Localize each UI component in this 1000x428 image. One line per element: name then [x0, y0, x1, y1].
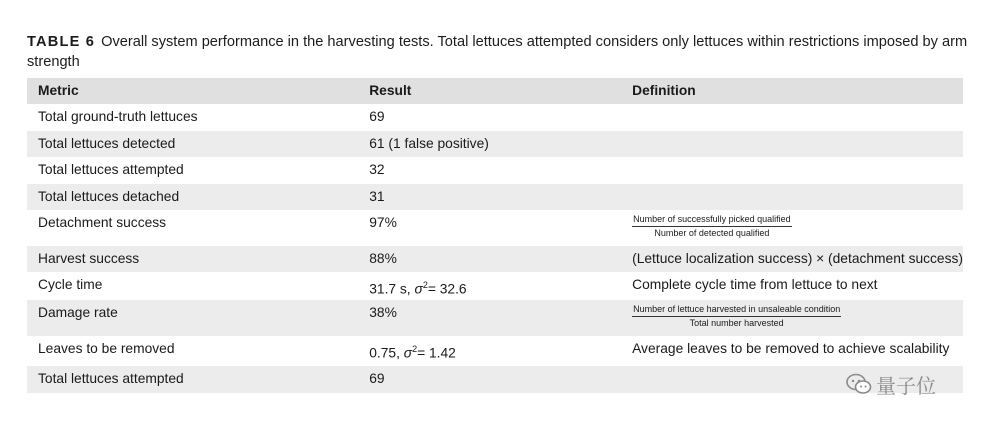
table-caption: [27, 32, 977, 72]
table-row: [27, 104, 963, 131]
table-row: [27, 246, 963, 272]
metric-cell: Total ground-truth lettuces: [38, 109, 198, 124]
metric-cell: Detachment success: [38, 215, 167, 230]
table-row: [27, 210, 963, 246]
definition-cell: (Lettuce localization success) × (detachment success): [621, 246, 963, 272]
sigma-symbol: σ: [403, 345, 413, 361]
fraction-denominator: Number of detected qualified: [654, 228, 770, 238]
table-row: [27, 366, 963, 393]
metric-cell: Total lettuces attempted: [27, 366, 358, 393]
wechat-icon: [846, 373, 872, 395]
result-cell: 69: [369, 109, 385, 124]
definition-fraction: [632, 304, 841, 329]
caption-text: Overall system performance in the harvesting tests. Total lettuces attempted considers only lettuces within restrictions imposed by arm strength: [27, 34, 968, 70]
sigma-symbol: σ: [414, 281, 423, 297]
definition-fraction: [632, 214, 792, 239]
header-result: Result: [358, 78, 621, 104]
table-row: [27, 184, 963, 210]
table-row: [27, 336, 963, 366]
result-cell: [358, 336, 621, 366]
metric-cell: Total lettuces detached: [27, 184, 358, 210]
result-value: 31.7 s,: [369, 281, 415, 297]
watermark-text: 量子位: [876, 373, 936, 398]
result-cell: 32: [369, 162, 385, 177]
result-cell: 69: [358, 366, 621, 393]
definition-cell: [621, 131, 963, 157]
fraction-numerator: Number of successfully picked qualified: [632, 214, 792, 227]
performance-table: [27, 78, 963, 393]
definition-cell: Average leaves to be removed to achieve scalability: [632, 341, 950, 356]
result-cell: 97%: [369, 215, 397, 230]
superscript: 2: [412, 344, 418, 354]
metric-cell: Cycle time: [38, 277, 103, 292]
metric-cell: Total lettuces attempted: [38, 162, 184, 177]
result-cell: [358, 272, 621, 300]
table-row: [27, 131, 963, 157]
result-cell: 31: [358, 184, 621, 210]
metric-cell: Total lettuces detected: [27, 131, 358, 157]
definition-cell: [621, 157, 963, 184]
result-value: 0.75,: [369, 345, 404, 361]
metric-cell: Harvest success: [27, 246, 358, 272]
table-row: [27, 300, 963, 336]
result-cell: 38%: [358, 300, 621, 336]
table-row: [27, 272, 963, 300]
result-variance: = 1.42: [417, 345, 456, 361]
superscript: 2: [422, 280, 428, 290]
definition-cell: [621, 184, 963, 210]
table-header-row: [27, 78, 963, 104]
definition-cell: [621, 300, 963, 336]
header-definition: Definition: [621, 78, 963, 104]
table-label: TABLE 6: [27, 34, 96, 50]
fraction-denominator: Total number harvested: [689, 318, 784, 328]
metric-cell: Damage rate: [27, 300, 358, 336]
definition-cell: [621, 104, 963, 131]
metric-cell: Leaves to be removed: [38, 341, 175, 356]
watermark: [846, 371, 936, 397]
result-cell: 61 (1 false positive): [358, 131, 621, 157]
header-metric: Metric: [27, 78, 358, 104]
definition-cell: [621, 210, 963, 246]
definition-cell: Complete cycle time from lettuce to next: [632, 277, 878, 292]
table-row: [27, 157, 963, 184]
result-cell: 88%: [358, 246, 621, 272]
result-variance: = 32.6: [427, 281, 467, 297]
fraction-numerator: Number of lettuce harvested in unsaleable condition: [632, 304, 841, 317]
